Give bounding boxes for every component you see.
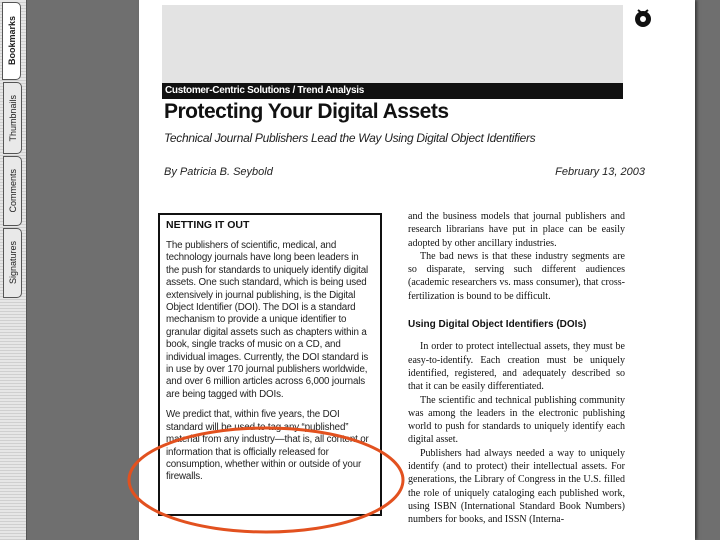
tab-comments[interactable] bbox=[3, 156, 22, 226]
body-column bbox=[408, 210, 625, 527]
body-paragraph: The bad news is that these industry segments are so disparate, serving such different audiences (academic researchers vs. mass consumer), that cross-fertilization is bound to be difficult. bbox=[408, 250, 625, 302]
sidebar-heading: NETTING IT OUT bbox=[166, 219, 250, 231]
tab-signatures-label: Signatures bbox=[7, 241, 18, 285]
body-paragraph: Publishers had always needed a way to uniquely identify (and to protect) their intellectual assets. For generations, the Library of Congress in the U.S. filled the role of uniquely cataloging each published work, using ISBN (International Standard Book Numbers) numbers for books, and ISSN (Interna- bbox=[408, 447, 625, 526]
sidebar-paragraph: The publishers of scientific, medical, and technology journals have long been leaders in the push for standards to uniquely identify digital assets. One such standard, which is being used extensively in journal publishing, is the Digital Object Identifier (DOI). The DOI is a standard mechanism to provide a unique identifier to granular digital assets such as chapters within a book, single tracks of music on a CD, and individual images. Currently, the DOI standard is in use by over 170 journal publishers worldwide, and over 6 million articles across 6,000 journals are being tagged with DOIs. bbox=[166, 240, 369, 400]
tab-bookmarks[interactable] bbox=[2, 2, 21, 80]
publication-date: February 13, 2003 bbox=[555, 166, 645, 178]
section-subheading: Using Digital Object Identifiers (DOIs) bbox=[408, 319, 587, 331]
body-paragraph: and the business models that journal publishers and research librarians have put in place can be easily adopted by other ancillary industries. bbox=[408, 211, 625, 249]
tab-thumbnails[interactable] bbox=[3, 82, 22, 154]
page-subtitle: Technical Journal Publishers Lead the Way Using Digital Object Identifiers bbox=[164, 131, 536, 145]
byline: By Patricia B. Seybold bbox=[164, 166, 273, 178]
navigation-panel-tabs bbox=[0, 0, 27, 540]
tab-comments-label: Comments bbox=[7, 169, 18, 213]
document-page bbox=[139, 0, 695, 540]
sidebar-prediction-paragraph: We predict that, within five years, the DOI standard will be used to tag any “published” material from any industry—that is, all content or information that is officially released for consumption, whether within or outside of your firewalls. bbox=[166, 409, 369, 483]
page-header-area bbox=[162, 5, 623, 83]
report-banner: Customer-Centric Solutions / Trend Analysis bbox=[162, 83, 623, 99]
document-viewport[interactable] bbox=[27, 0, 720, 540]
tab-bookmarks-label: Bookmarks bbox=[6, 16, 17, 66]
tab-thumbnails-label: Thumbnails bbox=[7, 94, 18, 142]
tab-signatures[interactable] bbox=[3, 228, 22, 298]
netting-it-out-box bbox=[158, 213, 382, 516]
page-title: Protecting Your Digital Assets bbox=[164, 100, 449, 123]
publisher-logo-icon bbox=[634, 8, 652, 28]
body-paragraph: The scientific and technical publishing community was among the leaders in the electronic publishing world to push for standards to uniquely identify each digital asset. bbox=[408, 394, 625, 446]
body-paragraph: In order to protect intellectual assets, they must be easy-to-identify. Each creation must be uniquely identified, registered, and adequately described so that it can be easily differentiated. bbox=[408, 341, 625, 393]
